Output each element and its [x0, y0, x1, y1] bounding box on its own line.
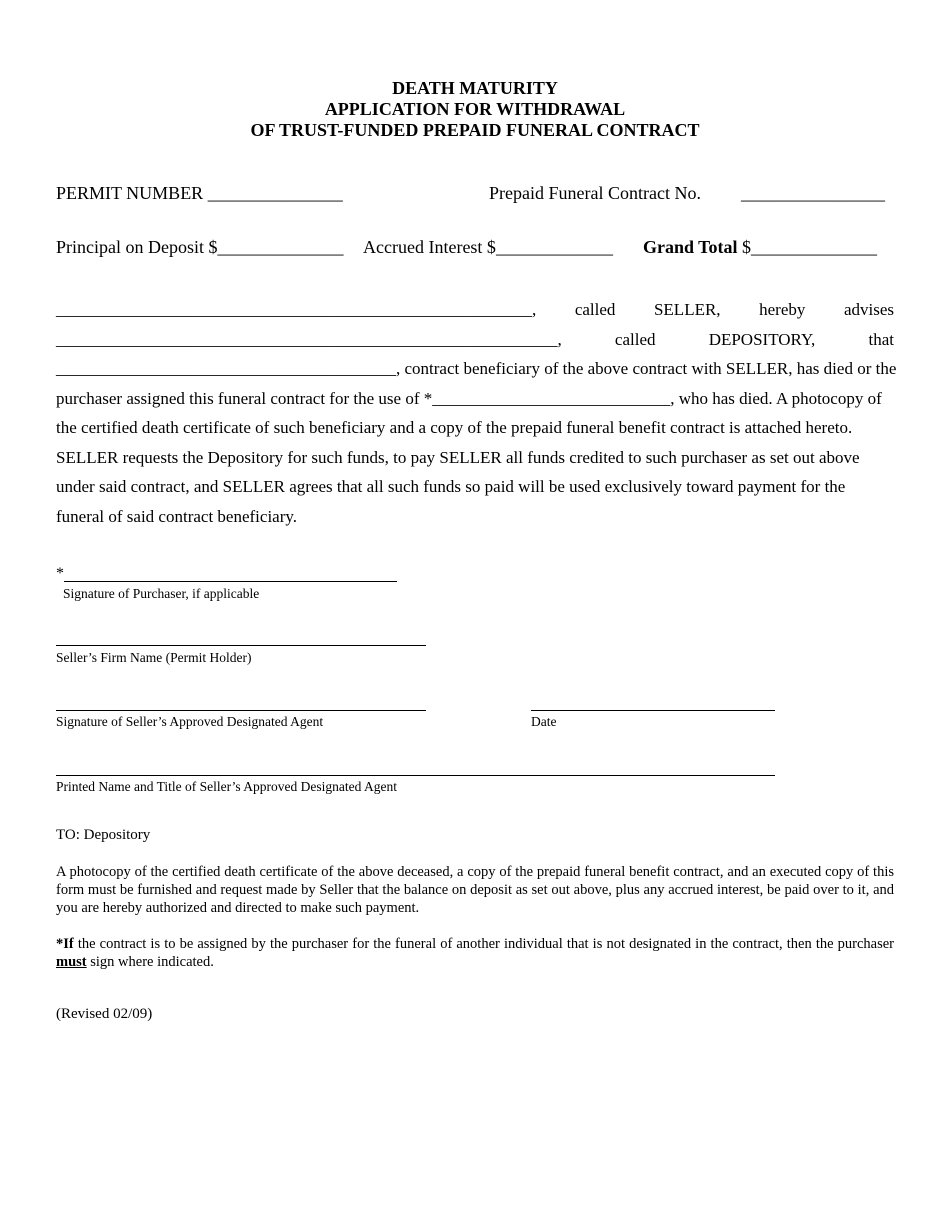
- title-line-3: OF TRUST-FUNDED PREPAID FUNERAL CONTRACT: [250, 120, 700, 140]
- date-label: Date: [531, 714, 557, 729]
- photocopy-paragraph: A photocopy of the certified death certificate of the above deceased, a copy of the prepaid funeral benefit contract, and an executed copy of this form must be furnished and request made by Seller that the balance on deposit as set out above, plus any accrued interest, be paid over to it, and you are hereby authorized and directed to make such payment.: [56, 864, 894, 916]
- purchaser-star: *: [56, 565, 64, 582]
- printed-name-line[interactable]: [56, 775, 775, 776]
- accrued-interest-label: Accrued Interest $: [363, 237, 496, 257]
- revision-date: (Revised 02/09): [56, 1006, 153, 1022]
- permit-number-blank[interactable]: _______________: [207, 183, 343, 203]
- body-word: advises: [843, 300, 894, 319]
- note-if: *If: [56, 936, 74, 952]
- permit-number-field[interactable]: [56, 183, 343, 204]
- body-line-5: the certified death certificate of such beneficiary and a copy of the prepaid funeral benefit contract is attached hereto.: [56, 418, 853, 437]
- body-line-3: ________________________________________, contract beneficiary of the above contract with SELLER, has died or the: [56, 359, 897, 378]
- seller-name-blank[interactable]: ________________________________________________________,: [56, 300, 537, 319]
- grand-total-field[interactable]: [643, 237, 877, 258]
- to-depository: TO: Depository: [56, 827, 151, 843]
- body-line-1: [56, 300, 894, 320]
- purchaser-signature-line[interactable]: [64, 581, 397, 582]
- accrued-interest-field[interactable]: [363, 237, 613, 258]
- contract-number-blank[interactable]: ________________: [741, 183, 885, 203]
- body-line-7: under said contract, and SELLER agrees that all such funds so paid will be used exclusively toward payment for the: [56, 477, 846, 496]
- body-word: called: [614, 330, 656, 349]
- firm-name-label: Seller’s Firm Name (Permit Holder): [56, 650, 252, 665]
- principal-label: Principal on Deposit $: [56, 237, 218, 257]
- title-line-1: DEATH MATURITY: [392, 78, 558, 98]
- firm-name-line[interactable]: [56, 645, 426, 646]
- note-text-2: sign where indicated.: [86, 954, 214, 970]
- body-word: SELLER,: [653, 300, 721, 319]
- assignment-note: [56, 935, 894, 971]
- accrued-interest-blank[interactable]: _____________: [495, 237, 613, 257]
- body-word: that: [868, 330, 894, 349]
- principal-field[interactable]: [56, 237, 343, 258]
- body-word: called: [574, 300, 616, 319]
- grand-total-label: Grand Total: [643, 237, 738, 257]
- purchaser-signature-label: Signature of Purchaser, if applicable: [63, 586, 260, 601]
- contract-number-label: Prepaid Funeral Contract No.: [489, 183, 701, 203]
- body-word: DEPOSITORY,: [708, 330, 816, 349]
- title-line-2: APPLICATION FOR WITHDRAWAL: [324, 99, 626, 119]
- body-line-2: [56, 330, 894, 350]
- body-word: hereby: [759, 300, 806, 319]
- agent-signature-label: Signature of Seller’s Approved Designated Agent: [56, 714, 324, 729]
- grand-total-blank[interactable]: ______________: [751, 237, 878, 257]
- body-line-8: funeral of said contract beneficiary.: [56, 507, 298, 526]
- note-text-1: the contract is to be assigned by the purchaser for the funeral of another individual that is not designated in the contract, then the purchaser: [73, 936, 894, 952]
- printed-name-label: Printed Name and Title of Seller’s Approved Designated Agent: [56, 779, 397, 794]
- body-line-4: purchaser assigned this funeral contract for the use of *____________________________, who has died. A photocopy of: [56, 389, 882, 408]
- agent-signature-line[interactable]: [56, 710, 426, 711]
- permit-number-label: PERMIT NUMBER: [56, 183, 204, 203]
- depository-name-blank[interactable]: ___________________________________________________________,: [56, 330, 562, 349]
- principal-blank[interactable]: ______________: [217, 237, 344, 257]
- body-line-6: SELLER requests the Depository for such funds, to pay SELLER all funds credited to such purchaser as set out above: [56, 448, 860, 467]
- note-must: must: [56, 954, 87, 970]
- grand-total-dollar: $: [742, 237, 752, 257]
- date-line[interactable]: [531, 710, 775, 711]
